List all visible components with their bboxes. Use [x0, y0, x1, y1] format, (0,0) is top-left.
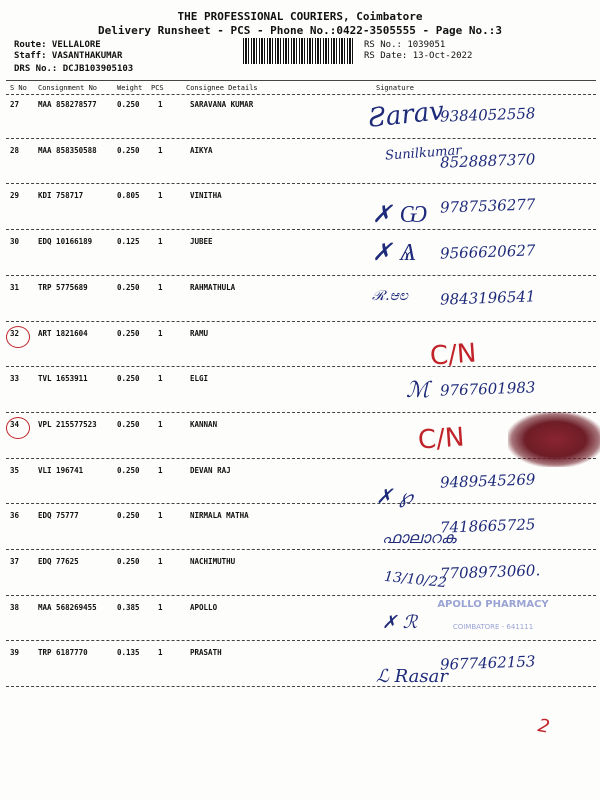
cell-consignee: NACHIMUTHU	[190, 557, 236, 566]
cell-pcs: 1	[158, 420, 163, 429]
signature-phone: 9489545269	[439, 470, 536, 492]
col-header-sno: S No	[10, 84, 27, 92]
cell-sno: 28	[10, 146, 20, 155]
cell-consignment: TRP 5775689	[38, 283, 88, 292]
cell-weight: 0.250	[117, 329, 140, 338]
signature-scribble: ഫാലാറക	[382, 528, 457, 547]
row-32-circle	[6, 326, 30, 348]
cell-sno: 37	[10, 557, 20, 566]
cell-sno: 38	[10, 603, 20, 612]
cell-weight: 0.250	[117, 283, 140, 292]
row-divider	[6, 321, 596, 322]
cell-pcs: 1	[158, 146, 163, 155]
cell-sno: 27	[10, 100, 20, 109]
cell-consignment: VLI 196741	[38, 466, 84, 475]
header-top-rule	[6, 80, 596, 81]
signature-phone: 7418665725	[439, 515, 536, 537]
row-divider	[6, 366, 596, 367]
cell-consignee: VINITHA	[190, 191, 222, 200]
date-annotation-37: 13/10/22	[383, 568, 448, 592]
cell-consignee: PRASATH	[190, 648, 222, 657]
cell-consignment: KDI 758717	[38, 191, 84, 200]
pharmacy-stamp	[418, 600, 568, 650]
signature-phone: 9767601983	[439, 378, 536, 400]
cell-weight: 0.250	[117, 100, 140, 109]
cell-pcs: 1	[158, 466, 163, 475]
cell-consignment: TRP 6187770	[38, 648, 88, 657]
cn-mark-34: C/N	[417, 422, 466, 456]
cell-consignment: MAA 858278577	[38, 100, 97, 109]
cell-consignment: VPL 215577523	[38, 420, 97, 429]
signature-scribble: ✗ ℛ	[382, 612, 418, 633]
row-divider	[6, 686, 596, 687]
col-header-consignee: Consignee Details	[186, 84, 258, 92]
cell-consignee: SARAVANA KUMAR	[190, 100, 254, 109]
rs-number: RS No.: 1039051	[364, 40, 446, 50]
cell-consignee: NIRMALA MATHA	[190, 511, 249, 520]
cell-pcs: 1	[158, 237, 163, 246]
cell-weight: 0.250	[117, 146, 140, 155]
cell-sno: 32	[10, 329, 20, 338]
row-divider	[6, 595, 596, 596]
row-divider	[6, 275, 596, 276]
cell-consignment: MAA 858350588	[38, 146, 97, 155]
cell-pcs: 1	[158, 191, 163, 200]
row-divider	[6, 549, 596, 550]
cell-weight: 0.250	[117, 420, 140, 429]
signature-scribble: ℛ.ಆಲ	[372, 288, 408, 304]
cell-consignee: AIKYA	[190, 146, 213, 155]
signature-scribble: ✗ Ѡ	[372, 200, 427, 228]
cell-sno: 36	[10, 511, 20, 520]
cell-consignment: EDQ 77625	[38, 557, 79, 566]
cell-pcs: 1	[158, 511, 163, 520]
cell-weight: 0.250	[117, 511, 140, 520]
signature-scribble: Sunilkumar	[384, 143, 462, 164]
signature-phone: 8528887370	[439, 150, 536, 172]
page-mark: 2	[536, 715, 552, 738]
cell-sno: 29	[10, 191, 20, 200]
stamp-line: APOLLO PHARMACY	[437, 599, 549, 610]
cell-consignment: MAA 568269455	[38, 603, 97, 612]
rs-date: RS Date: 13-Oct-2022	[364, 51, 473, 61]
cell-sno: 33	[10, 374, 20, 383]
cell-sno: 34	[10, 420, 20, 429]
cell-pcs: 1	[158, 603, 163, 612]
row-divider	[6, 183, 596, 184]
signature-phone: 9566620627	[439, 241, 536, 263]
header-bottom-rule	[6, 94, 596, 95]
ink-blot	[508, 412, 600, 467]
signature-phone: 9843196541	[439, 287, 536, 309]
col-header-consignment: Consignment No	[38, 84, 98, 92]
cell-sno: 31	[10, 283, 20, 292]
runsheet-subtitle: Delivery Runsheet - PCS - Phone No.:0422-3505555 - Page No.:3	[98, 24, 502, 37]
cn-mark-32: C/N	[429, 338, 478, 372]
cell-consignee: RAHMATHULA	[190, 283, 236, 292]
cell-weight: 0.250	[117, 466, 140, 475]
cell-consignee: RAMU	[190, 329, 209, 338]
cell-weight: 0.385	[117, 603, 140, 612]
signature-scribble: ℒ Rasar	[376, 666, 448, 687]
signature-scribble: Ƨarav	[366, 96, 446, 134]
cell-consignee: APOLLO	[190, 603, 218, 612]
col-header-signature: Signature	[376, 84, 414, 92]
runsheet-title: THE PROFESSIONAL COURIERS, Coimbatore	[177, 10, 423, 23]
signature-phone: 7708973060.	[439, 561, 541, 583]
staff-label: Staff: VASANTHAKUMAR	[14, 51, 123, 61]
cell-weight: 0.805	[117, 191, 140, 200]
cell-consignment: EDQ 75777	[38, 511, 79, 520]
cell-sno: 30	[10, 237, 20, 246]
col-header-pcs: PCS	[151, 84, 164, 92]
cell-weight: 0.250	[117, 557, 140, 566]
signature-phone: 9677462153	[439, 652, 536, 674]
cell-pcs: 1	[158, 557, 163, 566]
cell-consignment: TVL 1653911	[38, 374, 88, 383]
cell-pcs: 1	[158, 329, 163, 338]
cell-consignee: JUBEE	[190, 237, 213, 246]
row-divider	[6, 229, 596, 230]
cell-sno: 35	[10, 466, 20, 475]
row-divider	[6, 503, 596, 504]
cell-pcs: 1	[158, 374, 163, 383]
cell-consignee: KANNAN	[190, 420, 218, 429]
cell-consignment: ART 1821604	[38, 329, 88, 338]
cell-weight: 0.135	[117, 648, 140, 657]
cell-sno: 39	[10, 648, 20, 657]
drs-number: DRS No.: DCJB103905103	[14, 64, 134, 74]
row-divider	[6, 138, 596, 139]
signature-scribble: ✗ Ѧ	[372, 238, 417, 266]
signature-scribble: ℳ	[406, 378, 430, 403]
cell-consignee: ELGI	[190, 374, 209, 383]
barcode-image	[243, 38, 355, 64]
signature-scribble: ✗ ℘	[376, 484, 414, 508]
route-label: Route: VELLALORE	[14, 40, 101, 50]
row-34-circle	[6, 417, 30, 439]
cell-weight: 0.125	[117, 237, 140, 246]
cell-pcs: 1	[158, 648, 163, 657]
cell-consignee: DEVAN RAJ	[190, 466, 231, 475]
cell-weight: 0.250	[117, 374, 140, 383]
signature-phone: 9787536277	[439, 195, 536, 217]
cell-pcs: 1	[158, 283, 163, 292]
signature-phone: 9384052558	[439, 104, 536, 126]
cell-consignment: EDQ 10166189	[38, 237, 93, 246]
col-header-weight: Weight	[117, 84, 143, 92]
stamp-line: COIMBATORE - 641111	[452, 623, 534, 631]
cell-pcs: 1	[158, 100, 163, 109]
